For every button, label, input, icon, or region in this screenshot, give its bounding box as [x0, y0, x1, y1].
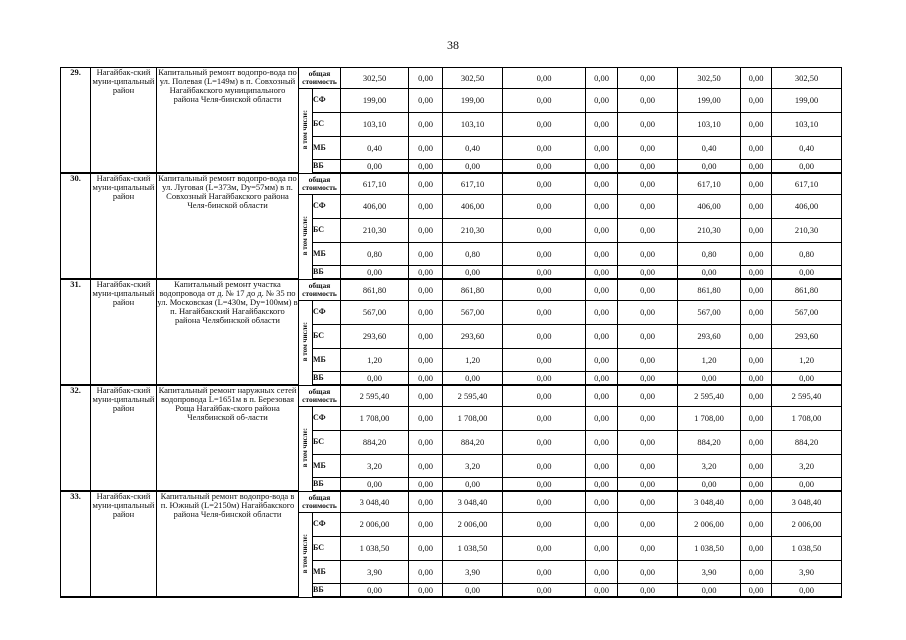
value-cell: 1 708,00: [443, 407, 503, 431]
funding-source: СФ: [313, 89, 341, 113]
value-cell: 3 048,40: [772, 491, 842, 513]
funding-source: МБ: [313, 561, 341, 584]
including-label: в том числе:: [300, 110, 309, 150]
value-cell: 0,00: [341, 478, 409, 492]
row-number: 29.: [61, 68, 91, 174]
value-cell: 0,00: [741, 372, 772, 386]
value-cell: 0,00: [443, 160, 503, 174]
value-cell: 0,00: [409, 584, 443, 598]
value-cell: 0,00: [741, 219, 772, 243]
value-cell: 302,50: [341, 68, 409, 89]
value-cell: 210,30: [772, 219, 842, 243]
district-cell: Нагайбак-ский муни-ципальный район: [91, 173, 157, 279]
value-cell: 0,00: [503, 301, 586, 325]
value-cell: 617,10: [678, 173, 741, 195]
value-cell: 861,80: [772, 279, 842, 301]
value-cell: 103,10: [341, 113, 409, 137]
table-row-total: [61, 385, 842, 407]
value-cell: 0,00: [503, 68, 586, 89]
value-cell: 0,00: [503, 325, 586, 349]
value-cell: 0,00: [618, 537, 678, 561]
value-cell: 199,00: [443, 89, 503, 113]
value-cell: 0,00: [772, 584, 842, 598]
value-cell: 0,00: [586, 584, 618, 598]
table-row-total: [61, 279, 842, 301]
value-cell: 0,00: [678, 160, 741, 174]
value-cell: 0,00: [618, 160, 678, 174]
value-cell: 0,00: [503, 173, 586, 195]
value-cell: 0,00: [409, 455, 443, 478]
value-cell: 2 595,40: [443, 385, 503, 407]
value-cell: 0,00: [586, 89, 618, 113]
value-cell: 0,00: [618, 113, 678, 137]
funding-source: СФ: [313, 301, 341, 325]
value-cell: 0,00: [503, 491, 586, 513]
value-cell: 0,00: [409, 89, 443, 113]
value-cell: 0,00: [741, 513, 772, 537]
value-cell: 0,00: [503, 113, 586, 137]
value-cell: 0,00: [503, 561, 586, 584]
value-cell: 0,00: [503, 584, 586, 598]
value-cell: 0,00: [618, 478, 678, 492]
value-cell: 3,20: [772, 455, 842, 478]
value-cell: 0,00: [503, 195, 586, 219]
value-cell: 0,00: [409, 385, 443, 407]
value-cell: 0,00: [618, 325, 678, 349]
value-cell: 0,00: [678, 478, 741, 492]
value-cell: 293,60: [443, 325, 503, 349]
value-cell: 0,00: [741, 407, 772, 431]
including-label-cell: [299, 195, 313, 280]
table-row-total: [61, 491, 842, 513]
value-cell: 0,00: [409, 173, 443, 195]
value-cell: 406,00: [772, 195, 842, 219]
value-cell: 567,00: [772, 301, 842, 325]
value-cell: 0,00: [586, 279, 618, 301]
table-row-total: [61, 68, 842, 89]
total-cost-label: общая стоимость: [299, 279, 341, 301]
value-cell: 0,00: [618, 584, 678, 598]
value-cell: 0,00: [741, 301, 772, 325]
value-cell: 0,00: [409, 160, 443, 174]
value-cell: 302,50: [772, 68, 842, 89]
value-cell: 0,00: [409, 195, 443, 219]
value-cell: 0,00: [741, 137, 772, 160]
value-cell: 0,00: [741, 478, 772, 492]
including-label: в том числе:: [300, 216, 309, 256]
including-label-cell: [299, 513, 313, 598]
value-cell: 0,00: [586, 431, 618, 455]
value-cell: 0,00: [586, 349, 618, 372]
value-cell: 0,00: [741, 385, 772, 407]
including-label: в том числе:: [300, 428, 309, 468]
value-cell: 0,00: [618, 349, 678, 372]
value-cell: 0,00: [409, 372, 443, 386]
value-cell: 884,20: [443, 431, 503, 455]
value-cell: 0,00: [586, 561, 618, 584]
value-cell: 0,00: [503, 513, 586, 537]
value-cell: 0,00: [741, 455, 772, 478]
value-cell: 0,00: [741, 68, 772, 89]
value-cell: 2 595,40: [678, 385, 741, 407]
value-cell: 302,50: [443, 68, 503, 89]
value-cell: 406,00: [341, 195, 409, 219]
value-cell: 884,20: [772, 431, 842, 455]
total-cost-label: общая стоимость: [299, 491, 341, 513]
value-cell: 0,00: [503, 279, 586, 301]
project-description: Капитальный ремонт водопро-вода по ул. Полевая (L=149м) в п. Совхозный Нагайбакского муниципального района Челя-бинской области: [157, 68, 299, 174]
value-cell: 0,80: [443, 243, 503, 266]
value-cell: 0,00: [618, 243, 678, 266]
value-cell: 0,00: [503, 455, 586, 478]
value-cell: 617,10: [443, 173, 503, 195]
value-cell: 0,00: [409, 491, 443, 513]
row-number: 33.: [61, 491, 91, 597]
value-cell: 0,00: [618, 561, 678, 584]
including-label-cell: [299, 89, 313, 174]
value-cell: 0,00: [586, 68, 618, 89]
value-cell: 0,00: [409, 219, 443, 243]
value-cell: 0,00: [503, 431, 586, 455]
value-cell: 3,90: [443, 561, 503, 584]
value-cell: 0,00: [678, 584, 741, 598]
total-cost-label: общая стоимость: [299, 173, 341, 195]
value-cell: 1,20: [443, 349, 503, 372]
value-cell: 0,00: [341, 584, 409, 598]
value-cell: 0,00: [586, 173, 618, 195]
value-cell: 0,00: [341, 372, 409, 386]
value-cell: 0,00: [503, 160, 586, 174]
value-cell: 0,00: [586, 266, 618, 280]
value-cell: 1,20: [341, 349, 409, 372]
value-cell: 0,40: [678, 137, 741, 160]
value-cell: 617,10: [341, 173, 409, 195]
value-cell: 0,00: [503, 137, 586, 160]
value-cell: 1 038,50: [341, 537, 409, 561]
value-cell: 0,00: [618, 279, 678, 301]
value-cell: 0,00: [503, 537, 586, 561]
funding-source: МБ: [313, 243, 341, 266]
value-cell: 210,30: [678, 219, 741, 243]
value-cell: 0,00: [409, 407, 443, 431]
value-cell: 0,00: [409, 113, 443, 137]
table-row-total: [61, 173, 842, 195]
funding-source: МБ: [313, 349, 341, 372]
value-cell: 0,00: [443, 584, 503, 598]
value-cell: 0,00: [586, 537, 618, 561]
total-cost-label: общая стоимость: [299, 385, 341, 407]
value-cell: 0,00: [678, 372, 741, 386]
value-cell: 617,10: [772, 173, 842, 195]
value-cell: 0,00: [618, 266, 678, 280]
value-cell: 0,80: [341, 243, 409, 266]
value-cell: 0,00: [741, 243, 772, 266]
value-cell: 0,00: [409, 537, 443, 561]
value-cell: 0,00: [409, 266, 443, 280]
budget-table: [60, 67, 842, 598]
value-cell: 0,00: [741, 113, 772, 137]
row-number: 31.: [61, 279, 91, 385]
project-description: Капитальный ремонт водопро-вода по ул. Луговая (L=373м, Dy=57мм) в п. Совхозный Нагайбакского района Челя-бинской области: [157, 173, 299, 279]
value-cell: 0,00: [443, 372, 503, 386]
funding-source: СФ: [313, 407, 341, 431]
value-cell: 0,00: [618, 407, 678, 431]
value-cell: 2 006,00: [443, 513, 503, 537]
value-cell: 0,00: [503, 266, 586, 280]
district-cell: Нагайбак-ский муни-ципальный район: [91, 279, 157, 385]
value-cell: 0,00: [503, 349, 586, 372]
value-cell: 0,00: [586, 325, 618, 349]
value-cell: 0,00: [772, 478, 842, 492]
value-cell: 0,00: [586, 243, 618, 266]
funding-source: ВБ: [313, 478, 341, 492]
value-cell: 3,20: [341, 455, 409, 478]
value-cell: 0,80: [772, 243, 842, 266]
funding-source: МБ: [313, 137, 341, 160]
value-cell: 1,20: [678, 349, 741, 372]
funding-source: ВБ: [313, 266, 341, 280]
value-cell: 0,00: [586, 137, 618, 160]
project-description: Капитальный ремонт участка водопровода от д. № 17 до д. № 35 по ул. Московская (L=430м, Dy=100мм) в п. Нагайбакский Нагайбакского района Челябинской области: [157, 279, 299, 385]
value-cell: 0,00: [618, 89, 678, 113]
value-cell: 0,00: [741, 195, 772, 219]
funding-source: БС: [313, 431, 341, 455]
value-cell: 2 006,00: [772, 513, 842, 537]
value-cell: 3 048,40: [443, 491, 503, 513]
value-cell: 1 038,50: [443, 537, 503, 561]
value-cell: 0,00: [409, 325, 443, 349]
value-cell: 0,00: [618, 68, 678, 89]
value-cell: 0,00: [586, 301, 618, 325]
value-cell: 0,00: [409, 431, 443, 455]
district-cell: Нагайбак-ский муни-ципальный район: [91, 68, 157, 174]
value-cell: 103,10: [678, 113, 741, 137]
value-cell: 406,00: [678, 195, 741, 219]
value-cell: 2 006,00: [341, 513, 409, 537]
value-cell: 3 048,40: [341, 491, 409, 513]
value-cell: 2 006,00: [678, 513, 741, 537]
value-cell: 567,00: [678, 301, 741, 325]
value-cell: 567,00: [341, 301, 409, 325]
value-cell: 0,00: [586, 113, 618, 137]
value-cell: 1 708,00: [678, 407, 741, 431]
value-cell: 0,00: [618, 137, 678, 160]
value-cell: 0,00: [618, 372, 678, 386]
value-cell: 0,00: [409, 561, 443, 584]
value-cell: 406,00: [443, 195, 503, 219]
funding-source: БС: [313, 537, 341, 561]
funding-source: СФ: [313, 195, 341, 219]
value-cell: 199,00: [772, 89, 842, 113]
value-cell: 0,00: [503, 243, 586, 266]
value-cell: 0,00: [409, 301, 443, 325]
value-cell: 0,00: [618, 491, 678, 513]
funding-source: ВБ: [313, 160, 341, 174]
value-cell: 0,00: [586, 160, 618, 174]
value-cell: 0,00: [341, 266, 409, 280]
value-cell: 0,00: [409, 68, 443, 89]
value-cell: 0,40: [443, 137, 503, 160]
value-cell: 0,00: [586, 372, 618, 386]
total-cost-label: общая стоимость: [299, 68, 341, 89]
district-cell: Нагайбак-ский муни-ципальный район: [91, 385, 157, 491]
value-cell: 861,80: [341, 279, 409, 301]
value-cell: 0,00: [409, 349, 443, 372]
value-cell: 3,90: [678, 561, 741, 584]
value-cell: 3,20: [678, 455, 741, 478]
value-cell: 0,00: [741, 173, 772, 195]
value-cell: 0,00: [409, 137, 443, 160]
value-cell: 1 708,00: [341, 407, 409, 431]
value-cell: 2 595,40: [772, 385, 842, 407]
value-cell: 0,80: [678, 243, 741, 266]
funding-source: МБ: [313, 455, 341, 478]
value-cell: 0,00: [443, 478, 503, 492]
value-cell: 0,00: [503, 407, 586, 431]
value-cell: 0,00: [503, 478, 586, 492]
including-label-cell: [299, 301, 313, 386]
value-cell: 0,00: [618, 195, 678, 219]
value-cell: 0,00: [586, 195, 618, 219]
value-cell: 0,00: [678, 266, 741, 280]
funding-source: БС: [313, 113, 341, 137]
value-cell: 199,00: [678, 89, 741, 113]
value-cell: 861,80: [443, 279, 503, 301]
value-cell: 293,60: [678, 325, 741, 349]
value-cell: 0,00: [741, 491, 772, 513]
value-cell: 884,20: [678, 431, 741, 455]
value-cell: 0,00: [741, 266, 772, 280]
value-cell: 0,00: [618, 431, 678, 455]
project-description: Капитальный ремонт водопро-вода в п. Южный (L=2150м) Нагайбакского района Челя-бинской области: [157, 491, 299, 597]
value-cell: 0,00: [741, 325, 772, 349]
value-cell: 3 048,40: [678, 491, 741, 513]
value-cell: 210,30: [443, 219, 503, 243]
value-cell: 0,00: [741, 561, 772, 584]
value-cell: 884,20: [341, 431, 409, 455]
value-cell: 0,00: [586, 219, 618, 243]
value-cell: 3,90: [772, 561, 842, 584]
value-cell: 0,00: [741, 431, 772, 455]
value-cell: 0,00: [741, 160, 772, 174]
value-cell: 0,00: [618, 513, 678, 537]
including-label: в том числе:: [300, 322, 309, 362]
value-cell: 0,00: [503, 385, 586, 407]
value-cell: 0,00: [618, 173, 678, 195]
value-cell: 0,00: [586, 491, 618, 513]
value-cell: 0,00: [503, 372, 586, 386]
value-cell: 0,00: [741, 89, 772, 113]
value-cell: 0,00: [741, 537, 772, 561]
value-cell: 0,00: [586, 478, 618, 492]
value-cell: 0,00: [443, 266, 503, 280]
page-number: 38: [447, 38, 459, 52]
value-cell: 0,00: [341, 160, 409, 174]
value-cell: 103,10: [772, 113, 842, 137]
row-number: 30.: [61, 173, 91, 279]
including-label: в том числе:: [300, 534, 309, 574]
value-cell: 0,00: [618, 219, 678, 243]
funding-source: БС: [313, 325, 341, 349]
value-cell: 3,90: [341, 561, 409, 584]
value-cell: 0,00: [618, 301, 678, 325]
value-cell: 0,00: [772, 372, 842, 386]
funding-source: ВБ: [313, 584, 341, 598]
value-cell: 0,00: [586, 513, 618, 537]
value-cell: 1 708,00: [772, 407, 842, 431]
value-cell: 1,20: [772, 349, 842, 372]
value-cell: 0,00: [586, 385, 618, 407]
funding-source: БС: [313, 219, 341, 243]
value-cell: 0,00: [741, 349, 772, 372]
value-cell: 0,00: [409, 243, 443, 266]
value-cell: 0,00: [586, 407, 618, 431]
value-cell: 0,00: [409, 513, 443, 537]
value-cell: 1 038,50: [772, 537, 842, 561]
value-cell: 0,00: [618, 385, 678, 407]
value-cell: 1 038,50: [678, 537, 741, 561]
value-cell: 0,00: [503, 89, 586, 113]
value-cell: 0,40: [772, 137, 842, 160]
value-cell: 0,00: [772, 266, 842, 280]
value-cell: 0,00: [618, 455, 678, 478]
value-cell: 3,20: [443, 455, 503, 478]
value-cell: 293,60: [341, 325, 409, 349]
row-number: 32.: [61, 385, 91, 491]
funding-source: СФ: [313, 513, 341, 537]
value-cell: 293,60: [772, 325, 842, 349]
value-cell: 0,00: [409, 279, 443, 301]
value-cell: 0,00: [741, 584, 772, 598]
value-cell: 210,30: [341, 219, 409, 243]
value-cell: 0,00: [586, 455, 618, 478]
value-cell: 861,80: [678, 279, 741, 301]
district-cell: Нагайбак-ский муни-ципальный район: [91, 491, 157, 597]
value-cell: 0,00: [409, 478, 443, 492]
value-cell: 0,00: [772, 160, 842, 174]
value-cell: 199,00: [341, 89, 409, 113]
value-cell: 302,50: [678, 68, 741, 89]
project-description: Капитальный ремонт наружных сетей водопровода L=1651м в п. Березовая Роща Нагайбак-ского района Челябинской об-ласти: [157, 385, 299, 491]
value-cell: 0,00: [741, 279, 772, 301]
value-cell: 103,10: [443, 113, 503, 137]
value-cell: 0,00: [503, 219, 586, 243]
funding-source: ВБ: [313, 372, 341, 386]
value-cell: 2 595,40: [341, 385, 409, 407]
value-cell: 567,00: [443, 301, 503, 325]
value-cell: 0,40: [341, 137, 409, 160]
including-label-cell: [299, 407, 313, 492]
